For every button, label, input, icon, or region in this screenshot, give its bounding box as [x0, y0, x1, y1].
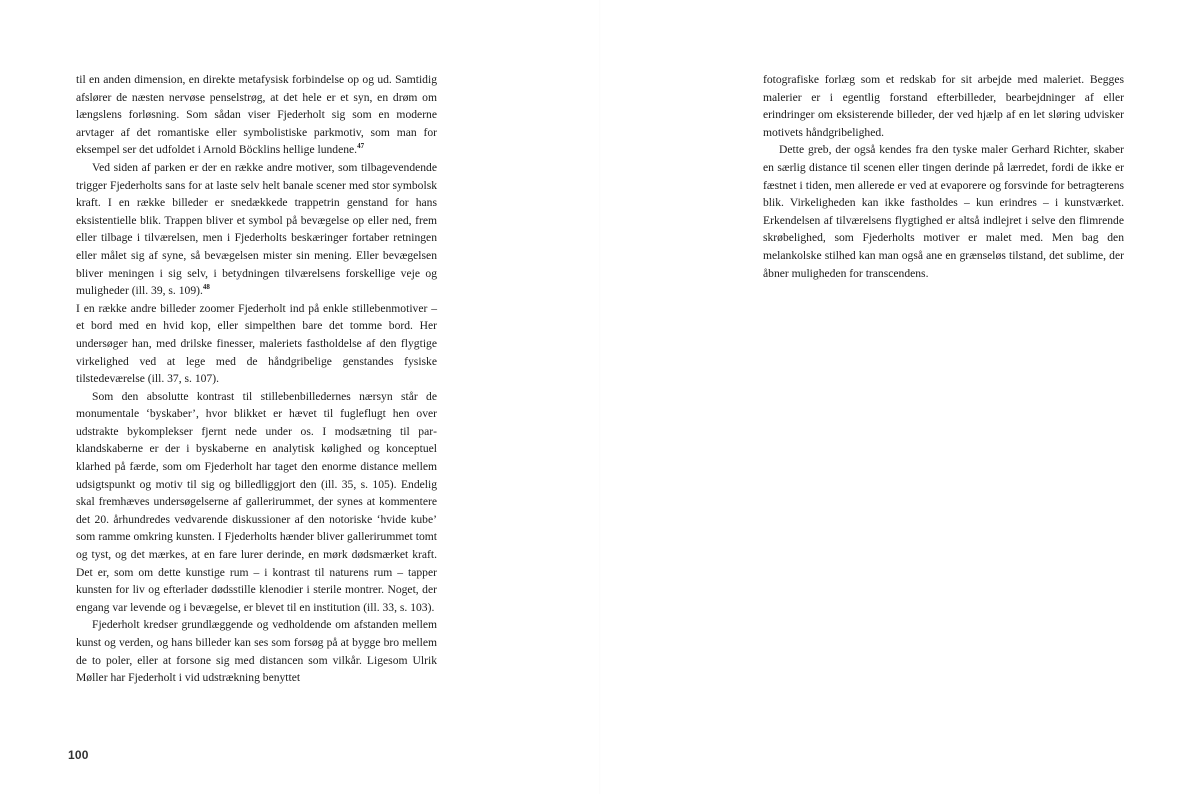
paragraph-2: [76, 159, 437, 300]
paragraph-4: [76, 616, 437, 686]
page-number: 100: [68, 748, 89, 762]
paragraph-6-text: Dette greb, der også kendes fra den tyske maler Gerhard Richter, skaber en særlig distance til scenen eller tingen derinde på lærredet, fordi de ikke er fæstnet i tiden, men allerede er ved at evaporere og forsvinde for betragterens blik. Virkeligheden kan ikke fastholdes – kun erindres – i kunstværket. Erkendelsen af tilværelsens flygtighed er altså indlejret i selve den flimrende skrøbelighed, som Fjederholts motiver er malet med. Men bag den melankolske stilhed kan man også ane en grænseløs tilstand, det sublime, der åbner muligheden for transcendens.: [763, 143, 1124, 280]
footnote-marker: 48: [202, 283, 210, 292]
paragraph-4-text: Fjederholt kredser grundlæggende og vedholdende om afstanden mellem kunst og verden, og hans billeder kan ses som forsøg på at bygge bro mellem de to poler, eller at forsone sig med distancen som vilkår. Ligesom Ulrik Møller har Fjederholt i vid udstrækning benyttet: [76, 618, 437, 685]
left-page-text: [76, 71, 437, 687]
paragraph-2-continuation: [76, 300, 437, 388]
paragraph-2-continuation-text: I en række andre billeder zoomer Fjederholt ind på enkle stillebenmotiver – et bord med en hvid kop, eller simpelthen bare det tomme bord. Her undersøger han, med drilske finesser, maleriets fastholdelse af den flygtige virkelighed ved at lege med de håndgribelige genstandes fysiske tilstedeværelse (ill. 37, s. 107).: [76, 301, 437, 386]
right-page: [600, 0, 1200, 794]
paragraph-1-text: til en anden dimension, en direkte metafysisk forbindelse op og ud. Samtidig afslører de næsten nervøse penselstrøg, at det hele er et syn, en drøm om længslens forløsning. Som sådan viser Fjederholt sig som en moderne arvtager af det romantiske eller symbolistiske parkmotiv, som man for eksempel ser det udfoldet i Arnold Böcklins hellige lundene.: [76, 73, 437, 157]
paragraph-5: [763, 71, 1124, 141]
footnote-marker: 47: [357, 142, 365, 151]
paragraph-3-text: Som den absolutte kontrast til stillebenbilledernes nærsyn står de monumentale ‘byskaber’, hvor blikket er hævet til fugleflugt hen over udstrakte bykomplekser fjernt nede under os. I modsætning til parklandskaberne er der i byskaberne en analytisk kølighed og konceptuel klarhed på færde, som om Fjederholt har taget den enorme distance mellem udsigtspunkt og motiv til sig og billedliggjort den (ill. 35, s. 105). Endelig skal fremhæves undersøgelserne af gallerirummet, der synes at kommentere det 20. århundredes vedvarende diskussioner af den notoriske ‘hvide kube’ som ramme omkring kunsten. I Fjederholts hænder bliver gallerirummet tomt og tyst, og det mærkes, at en fare lurer derinde, en mørk dødsmærket kraft. Det er, som om dette kunstige rum – i kontrast til naturens rum – tapper kunsten for liv og efterlader dødsstille klenodier i sterile montrer. Noget, der engang var levende og i bevægelse, er blevet til en institution (ill. 33, s. 103).: [76, 389, 437, 614]
paragraph-1: [76, 71, 437, 159]
paragraph-6: [763, 141, 1124, 282]
right-page-text: [763, 71, 1124, 282]
paragraph-3: [76, 388, 437, 617]
paragraph-5-text: fotografiske forlæg som et redskab for sit arbejde med maleriet. Begges malerier er i egentlig forstand efterbilleder, bearbejdninger af eller erindringer om eksisterende billeder, der ved hjælp af en let sløring udvisker motivets håndgribelighed.: [763, 73, 1124, 139]
paragraph-2-text: Ved siden af parken er der en række andre motiver, som tilbagevendende trigger Fjederholts sans for at laste selv helt banale scener med stor symbolsk kraft. I en række billeder er snedækkede trappetrin genstand for hans eksistentielle blik. Trappen bliver et symbol på bevægelse op eller ned, frem eller tilbage i tilværelsen, men i Fjederholts beskæringer fortaber retningen eller målet sig af syne, så bevægelsen mister sin mening. Eller bevægelsen bliver meningen i sig selv, i betydningen tilværelsens forskellige veje og muligheder (ill. 39, s. 109).: [76, 160, 437, 298]
